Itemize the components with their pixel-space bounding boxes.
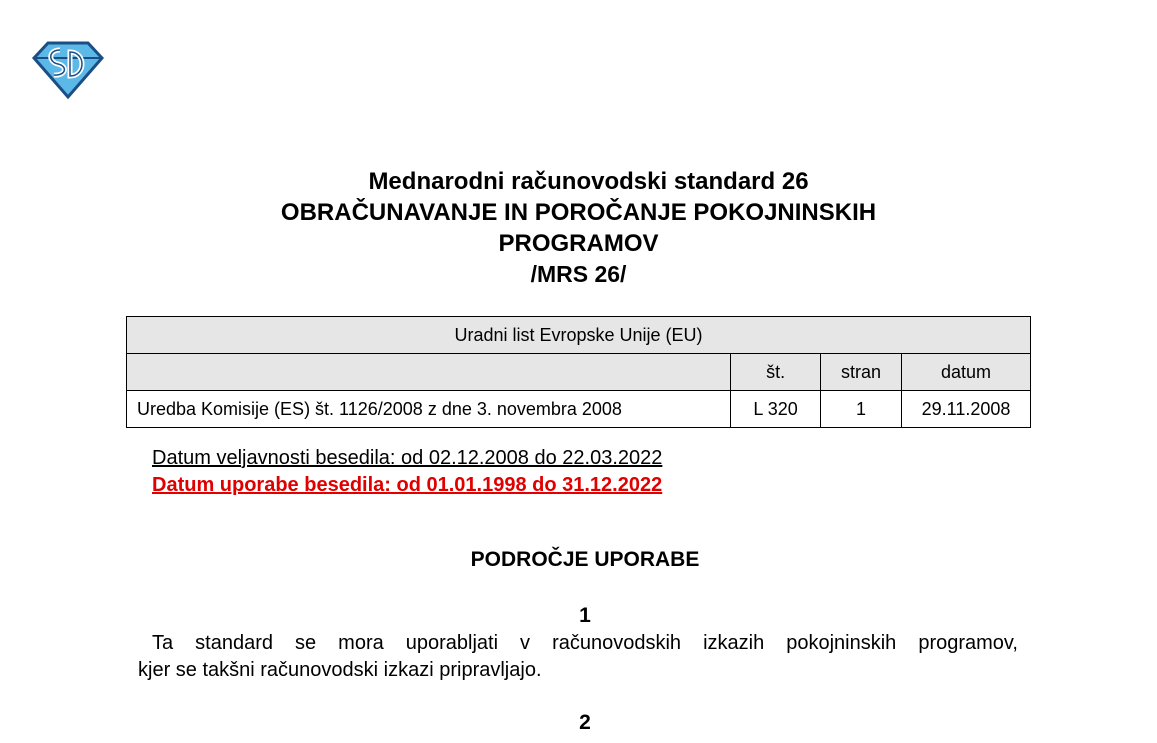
column-page: stran [821, 354, 902, 391]
validity-date-text: Datum veljavnosti besedila: od 02.12.2008 do 22.03.2022 [152, 447, 663, 469]
section-title: PODROČJE UPORABE [470, 548, 700, 571]
title-line-1: Mednarodni računovodski standard 26 [368, 168, 809, 195]
table-row [127, 391, 1031, 428]
paragraph-line: Ta standard se mora uporabljati v računovodskih izkazih pokojninskih programov, [152, 632, 1018, 654]
cell-number: L 320 [731, 391, 821, 428]
cell-page: 1 [821, 391, 902, 428]
title-line-4: /MRS 26/ [530, 261, 627, 287]
validity-dates [152, 445, 662, 499]
logo [30, 40, 104, 100]
column-date: datum [902, 354, 1031, 391]
official-journal-table [126, 316, 1031, 428]
cell-regulation: Uredba Komisije (ES) št. 1126/2008 z dne 3. novembra 2008 [127, 391, 731, 428]
column-number: št. [731, 354, 821, 391]
usage-date-text: Datum uporabe besedila: od 01.01.1998 do 31.12.2022 [152, 474, 663, 496]
title-line-2: OBRAČUNAVANJE IN POROČANJE POKOJNINSKIH [280, 199, 877, 226]
table-header-empty [127, 354, 731, 391]
document-title [0, 166, 1157, 290]
paragraph-text [138, 630, 1018, 684]
paragraph-number: 1 [579, 604, 591, 627]
cell-date: 29.11.2008 [902, 391, 1031, 428]
paragraph-line: kjer se takšni računovodski izkazi pripravljajo. [138, 659, 542, 681]
diamond-logo-icon [30, 40, 104, 100]
paragraph-number: 2 [579, 711, 591, 734]
title-line-3: PROGRAMOV [498, 230, 659, 257]
table-header: Uradni list Evropske Unije (EU) [127, 317, 1031, 354]
